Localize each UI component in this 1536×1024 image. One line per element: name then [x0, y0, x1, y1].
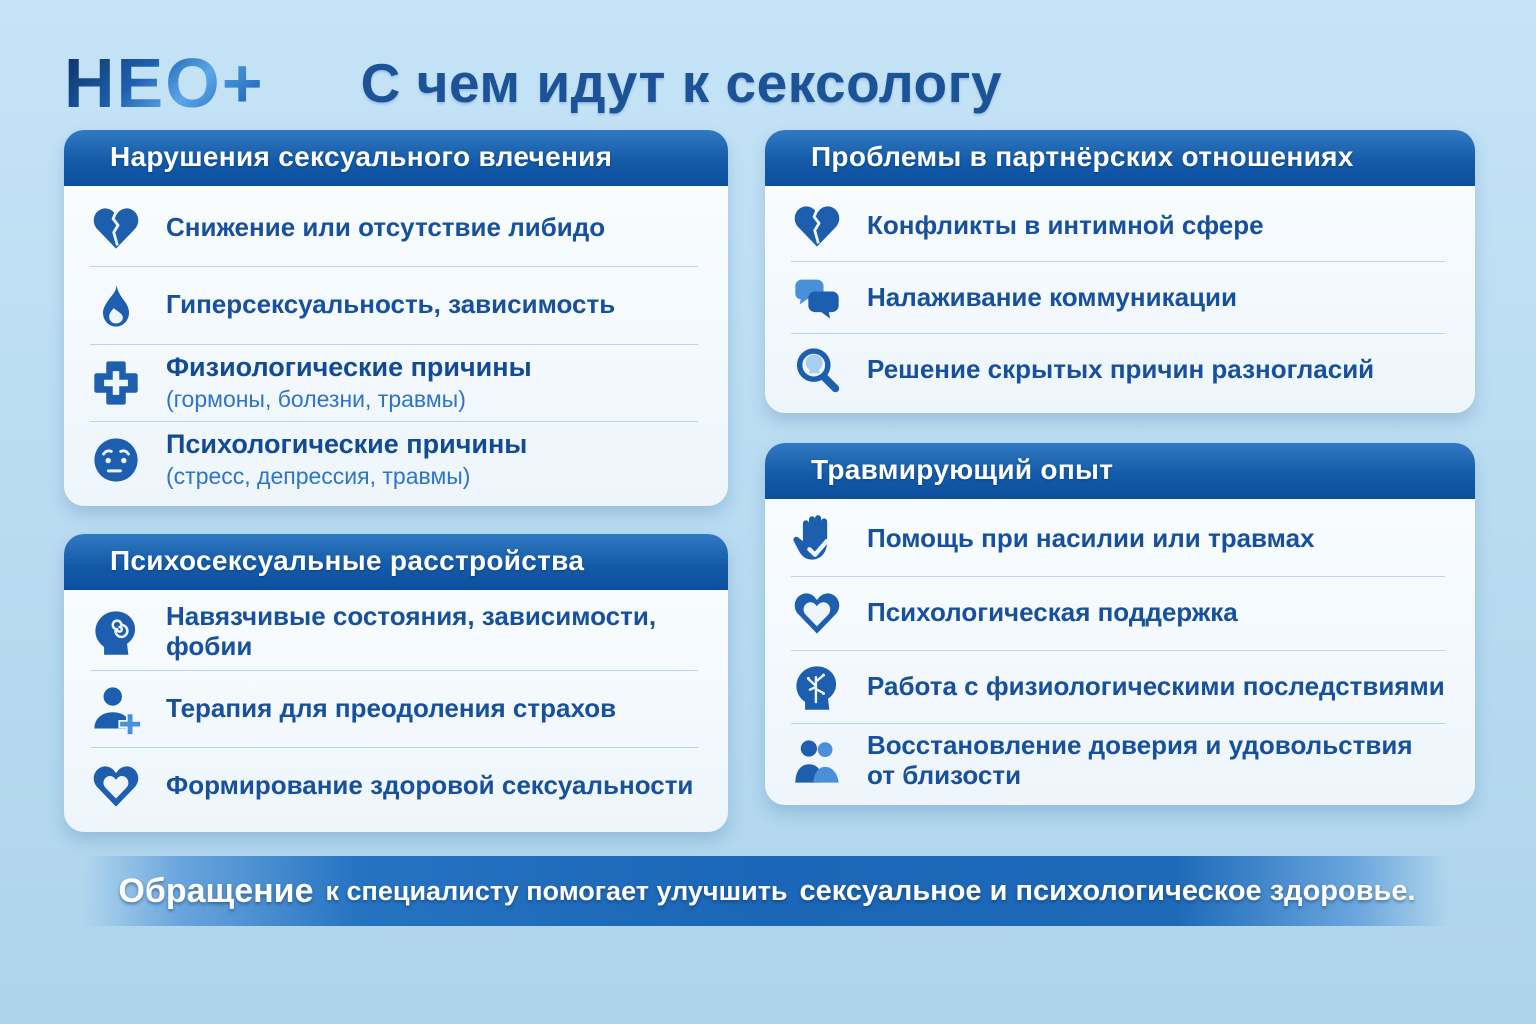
page-title: С чем идут к сексологу	[360, 51, 1003, 114]
list-item	[90, 747, 698, 824]
list-item	[90, 266, 698, 343]
item-label: Снижение или отсутствие либидо	[166, 212, 606, 243]
card-body	[64, 186, 728, 506]
card-partner-relationship-problems	[765, 130, 1475, 413]
list-item	[90, 421, 698, 498]
item-label: Терапия для преодоления страхов	[166, 693, 617, 724]
item-label: Помощь при насилии или травмах	[867, 523, 1315, 554]
item-label: Восстановление доверия и удовольствия от близости	[867, 729, 1413, 790]
neo-plus-logo: НЕО+	[64, 43, 265, 122]
magnifier-head-icon	[791, 344, 843, 396]
item-label: Психологические причины	[166, 429, 528, 460]
card-body	[64, 590, 728, 832]
person-plus-icon	[90, 683, 142, 735]
list-item	[90, 670, 698, 747]
broken-heart-icon	[90, 202, 142, 254]
card-body	[765, 186, 1475, 413]
couple-embrace-icon	[791, 735, 843, 787]
item-sublabel: (гормоны, болезни, травмы)	[166, 386, 466, 413]
item-label: Гиперсексуальность, зависимость	[166, 289, 616, 320]
head-spiral-icon	[90, 606, 142, 658]
item-label: Конфликты в интимной сфере	[867, 209, 1264, 240]
heart-in-heart-icon	[90, 760, 142, 812]
item-label: Физиологические причины	[166, 352, 532, 383]
list-item	[791, 723, 1445, 797]
banner-lead-text: Обращение	[118, 871, 314, 910]
item-label: Решение скрытых причин разногласий	[867, 353, 1375, 384]
chat-bubbles-icon	[791, 272, 843, 324]
stop-hand-check-icon	[791, 513, 843, 565]
list-item	[791, 261, 1445, 333]
item-label: Психологическая поддержка	[867, 597, 1238, 628]
medical-cross-icon	[90, 357, 142, 409]
list-item	[791, 576, 1445, 650]
footer-banner	[84, 856, 1450, 926]
item-sublabel: (стресс, депрессия, травмы)	[166, 463, 471, 490]
card-title: Травмирующий опыт	[765, 443, 1475, 499]
card-title: Нарушения сексуального влечения	[64, 130, 728, 186]
card-traumatic-experience	[765, 443, 1475, 805]
flame-icon	[90, 279, 142, 331]
item-label: Работа с физиологическими последствиями	[867, 670, 1445, 701]
list-item	[90, 594, 698, 670]
banner-emphasis-text: сексуальное и психологическое здоровье.	[799, 874, 1416, 907]
broken-heart-icon	[791, 200, 843, 252]
card-psychosexual-disorders	[64, 534, 728, 832]
card-title: Психосексуальные расстройства	[64, 534, 728, 590]
head-tree-icon	[791, 661, 843, 713]
list-item	[791, 333, 1445, 405]
item-label: Налаживание коммуникации	[867, 281, 1238, 312]
banner-middle-text: к специалисту помогает улучшить	[325, 875, 788, 906]
card-title: Проблемы в партнёрских отношениях	[765, 130, 1475, 186]
list-item	[791, 650, 1445, 724]
card-body	[765, 499, 1475, 805]
list-item	[791, 190, 1445, 261]
list-item	[791, 503, 1445, 576]
item-label: Формирование здоровой сексуальности	[166, 770, 694, 801]
worried-face-icon	[90, 434, 142, 486]
card-sexual-desire-disorders	[64, 130, 728, 506]
heart-support-icon	[791, 587, 843, 639]
item-label: Навязчивые состояния, зависимости, фобии	[166, 601, 657, 661]
list-item	[90, 190, 698, 266]
list-item	[90, 344, 698, 421]
